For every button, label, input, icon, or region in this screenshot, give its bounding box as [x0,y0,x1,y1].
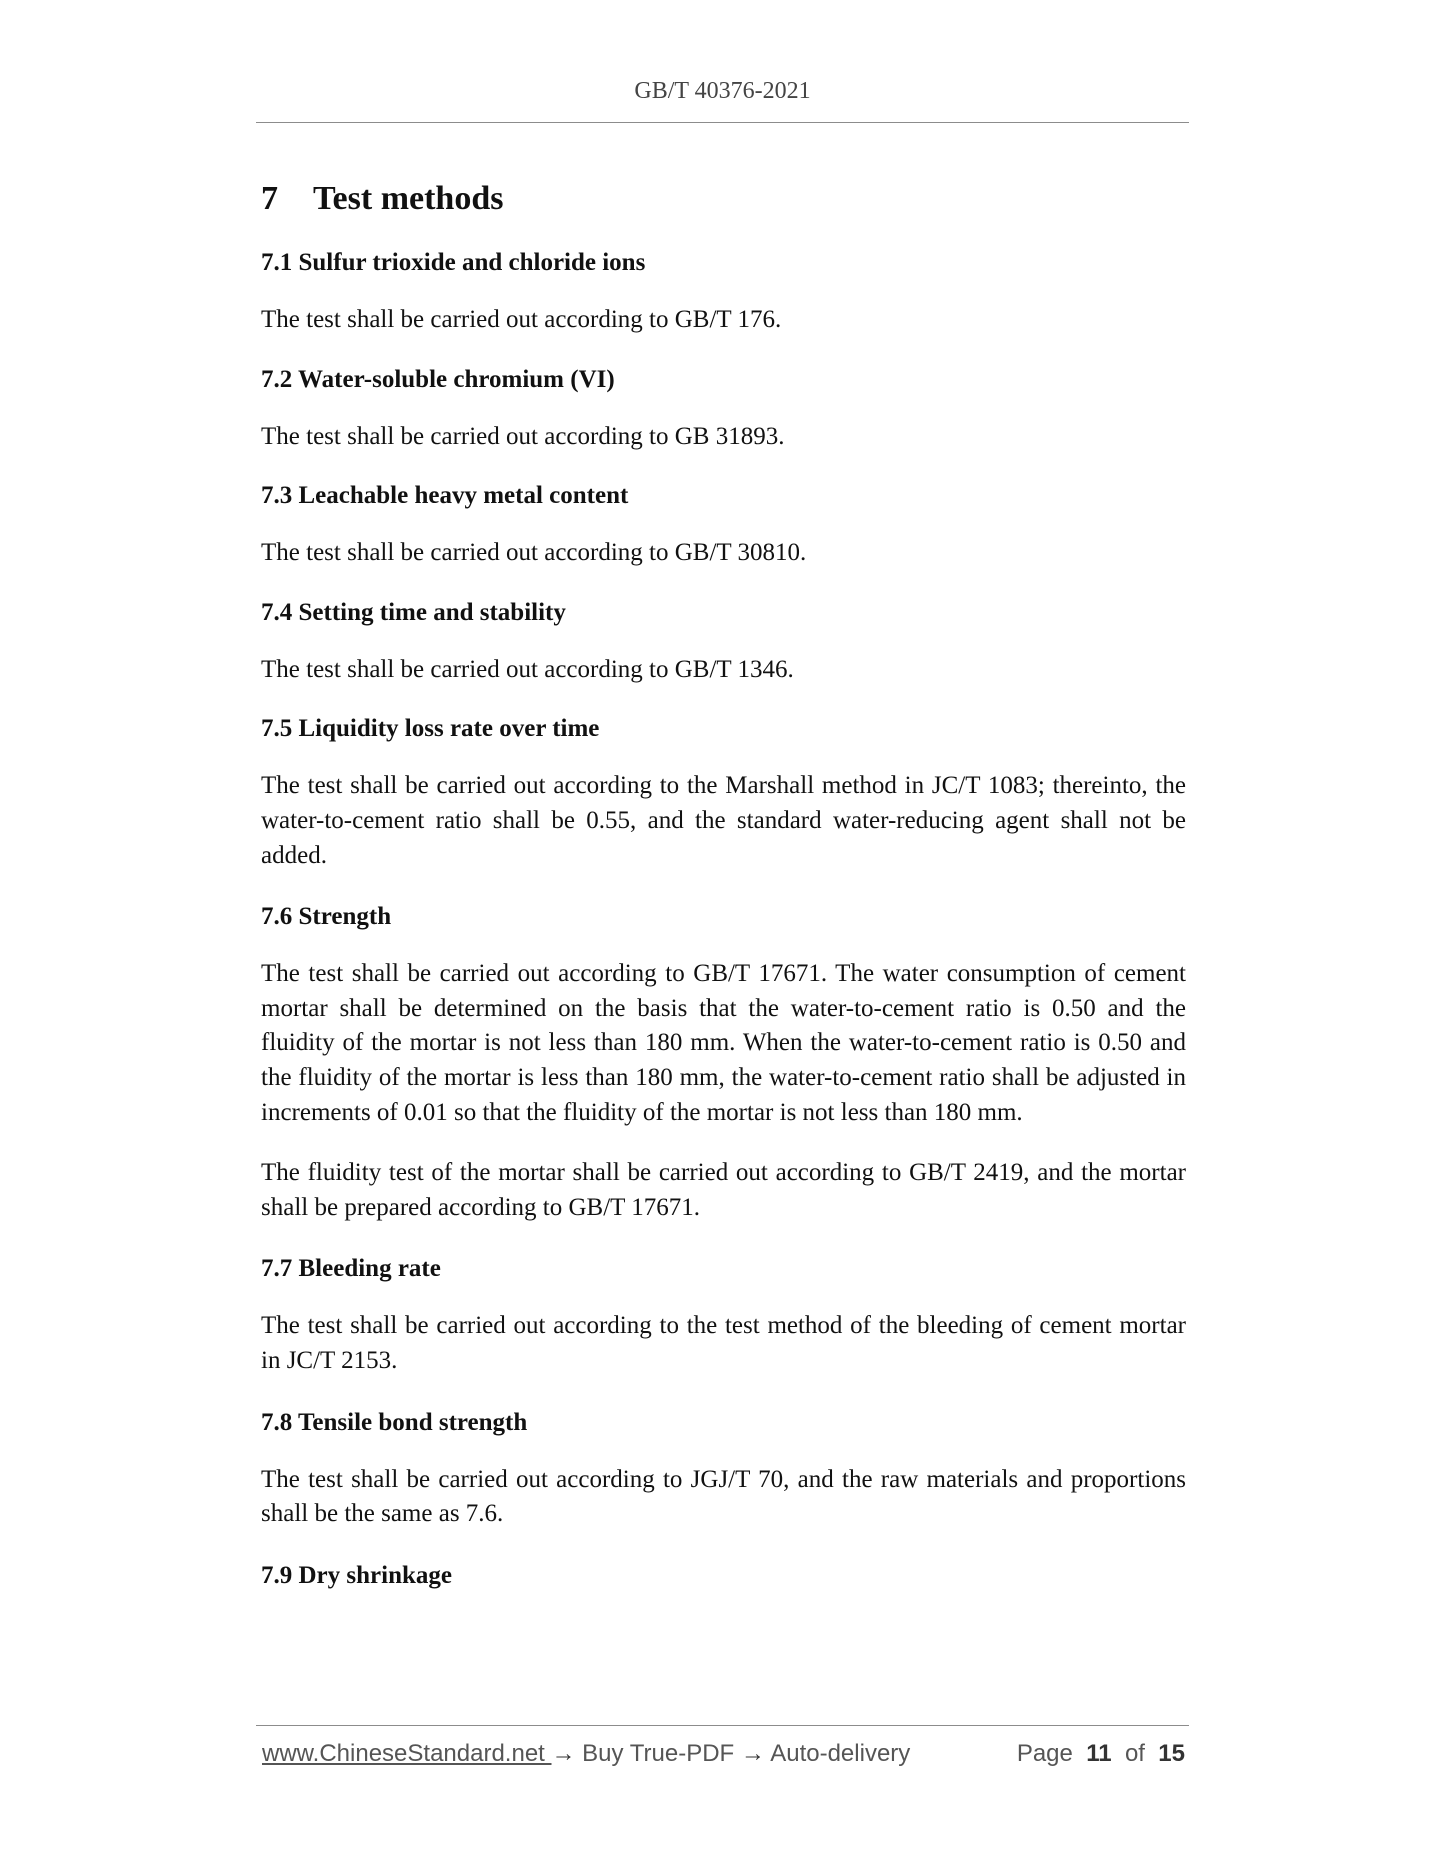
page-of-label: of [1124,1740,1145,1767]
clause-paragraph: The test shall be carried out according to GB/T 1346. [261,655,794,683]
clause-paragraph: The fluidity test of the mortar shall be carried out according to GB/T 2419, and the mortar shall be prepared according to GB/T 17671. [261,1159,1186,1221]
clause-paragraph: The test shall be carried out according to GB/T 17671. The water consumption of cement mortar shall be determined on the basis that the water-to-cement ratio is 0.50 and the fluidity of the mortar is not less than 180 mm. When the water-to-cement ratio is 0.50 and the fluidity of the mortar is less than 180 mm, the water-to-cement ratio shall be adjusted in increments of 0.01 so that the fluidity of the mortar is not less than 180 mm. [261,960,1186,1126]
clause-paragraph: The test shall be carried out according to GB 31893. [261,422,785,450]
website-link[interactable]: www.ChineseStandard.net [262,1740,552,1767]
clause-heading-7-7: 7.7 Bleeding rate [261,1255,441,1283]
section-heading [261,175,1186,223]
page-current: 11 [1086,1740,1112,1767]
clause-heading-7-9: 7.9 Dry shrinkage [261,1561,452,1589]
clause-paragraph: The test shall be carried out according to the test method of the bleeding of cement mortar in JC/T 2153. [261,1312,1186,1374]
clause-paragraph: The test shall be carried out according to GB/T 30810. [261,539,807,567]
section-number: 7 [261,180,278,217]
clause-heading-7-1: 7.1 Sulfur trioxide and chloride ions [261,249,646,276]
page-footer [262,1740,1187,1774]
footer-divider [256,1725,1189,1726]
footer-promo [262,1740,910,1768]
clause-heading-7-3: 7.3 Leachable heavy metal content [261,482,629,510]
page-label: Page [1016,1740,1073,1767]
clause-heading-7-8: 7.8 Tensile bond strength [261,1408,528,1436]
page-indicator [1017,1740,1185,1768]
clause-heading-7-4: 7.4 Setting time and stability [261,598,566,626]
buy-true-pdf-text: Buy True-PDF [575,1740,741,1767]
clause-heading-7-2: 7.2 Water-soluble chromium (VI) [261,365,615,393]
header-divider [256,122,1189,123]
page-header-standard-code: GB/T 40376-2021 [634,78,811,104]
clause-paragraph: The test shall be carried out according to the Marshall method in JC/T 1083; thereinto, the water-to-cement ratio shall be 0.55, and the standard water-reducing agent shall not be added. [261,772,1186,869]
auto-delivery-text: Auto-delivery [764,1740,911,1767]
clause-paragraph: The test shall be carried out according to JGJ/T 70, and the raw materials and proportions shall be the same as 7.6. [261,1465,1186,1528]
page-total: 15 [1158,1740,1185,1767]
clause-paragraph: The test shall be carried out according to GB/T 176. [261,306,782,333]
arrow-right-icon: → [551,1740,576,1767]
section-title: Test methods [313,180,504,217]
clause-heading-7-6: 7.6 Strength [261,903,392,931]
arrow-right-icon: → [740,1740,765,1767]
clause-heading-7-5: 7.5 Liquidity loss rate over time [261,715,600,743]
document-body [261,175,1186,1616]
